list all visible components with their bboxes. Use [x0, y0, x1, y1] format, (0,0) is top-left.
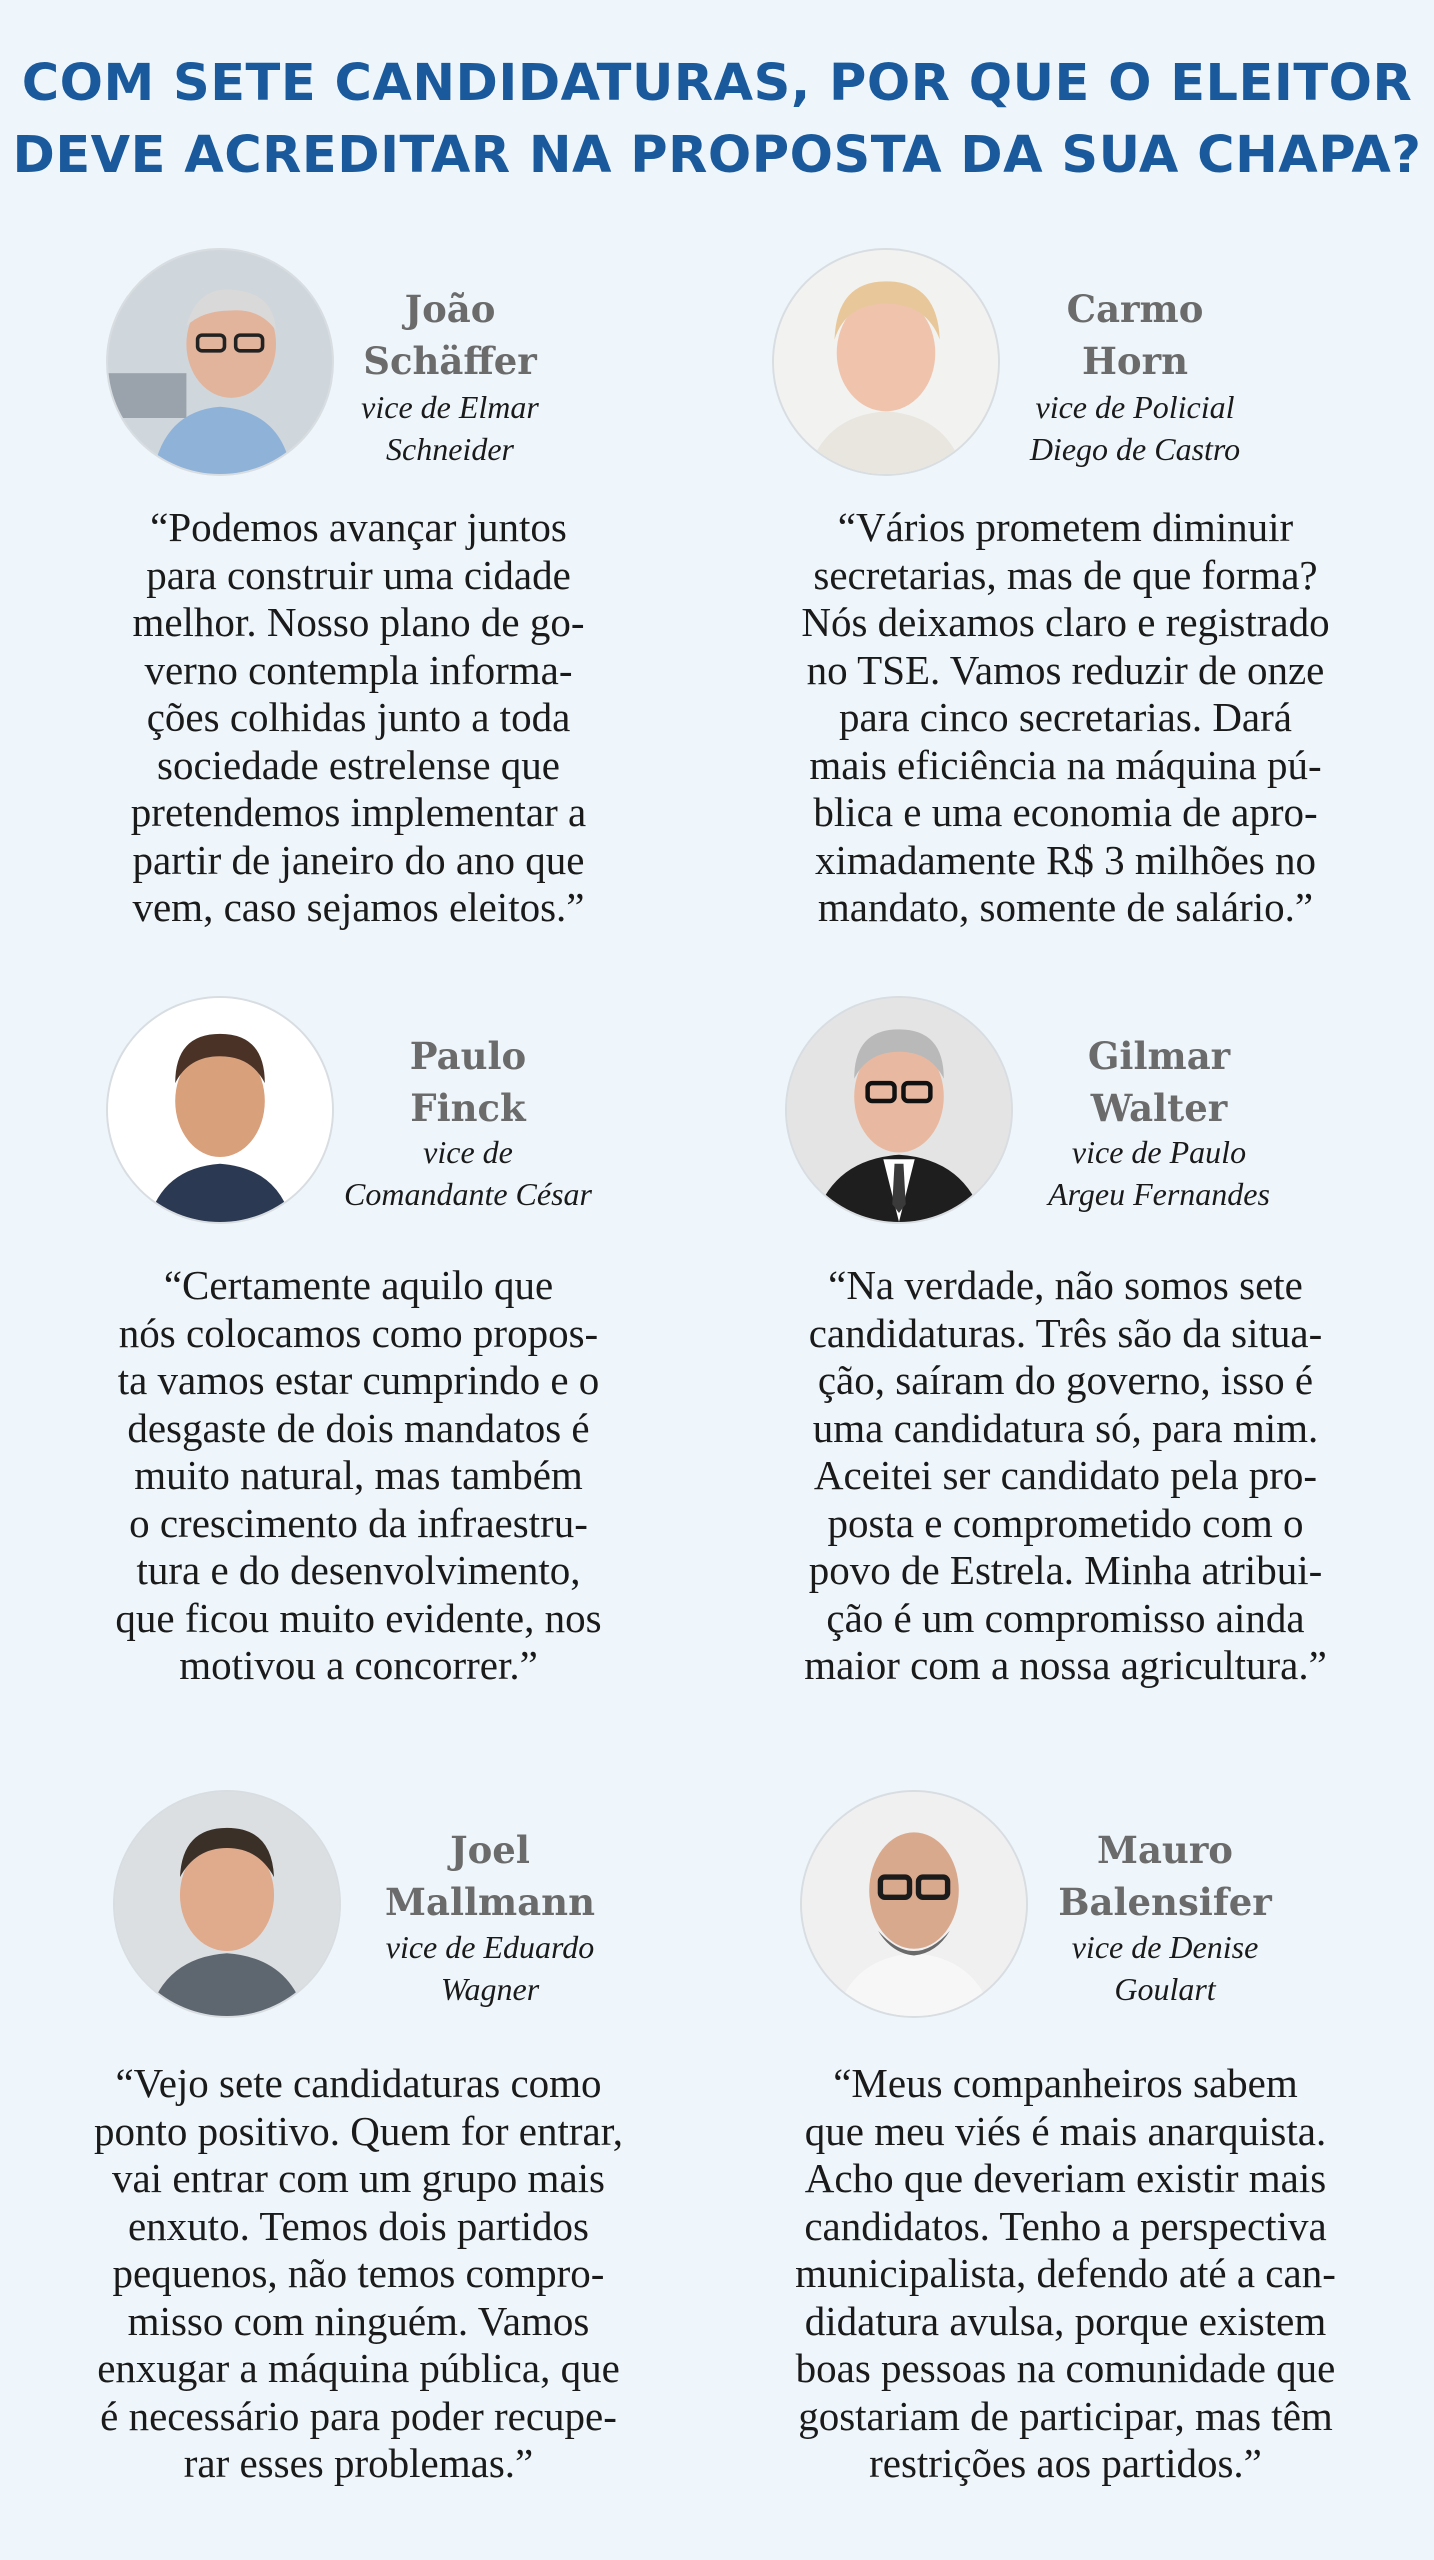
candidate-role: vice de Comandante César [344, 1134, 592, 1212]
candidate-photo [108, 250, 332, 474]
headline [0, 48, 1434, 192]
candidate-name: Mauro Balensifer [1058, 1828, 1272, 1924]
candidate-quote: “Certamente aquilo que nós colocamos como propos- ta vamos estar cumprindo e o desgaste de dois mandatos é muito natural, mas também o crescimento da infraestru- tura e do desenvolvimento, que ficou muito evidente, nos motivou a concorrer.” [115, 1262, 602, 1688]
candidate-quote: “Na verdade, não somos sete candidaturas. Três são da situa- ção, saíram do governo, isso é uma candidatura só, para mim. Aceitei ser candidato pela pro- posta e comprometido com o povo de Estrela. Minha atribui- ção é um compromisso ainda maior com a nossa agricultura.” [804, 1262, 1327, 1688]
candidate-card-carmo-horn [717, 250, 1434, 950]
candidate-photo [787, 998, 1011, 1222]
candidate-name: Carmo Horn [1066, 287, 1204, 383]
portrait-icon [787, 998, 1011, 1222]
candidate-card-gilmar-walter [717, 998, 1434, 1718]
candidate-name: Gilmar Walter [1087, 1034, 1231, 1130]
candidate-name: Joel Mallmann [385, 1828, 595, 1924]
portrait-icon [108, 998, 332, 1222]
candidate-card-paulo-finck [0, 998, 717, 1718]
candidate-card-joel-mallmann [0, 1792, 717, 2512]
candidate-role: vice de Elmar Schneider [361, 389, 539, 467]
candidate-photo [108, 998, 332, 1222]
candidate-role: vice de Paulo Argeu Fernandes [1048, 1134, 1270, 1212]
candidate-quote: “Vários prometem diminuir secretarias, mas de que forma? Nós deixamos claro e registrado no TSE. Vamos reduzir de onze para cinco secretarias. Dará mais eficiência na máquina pú- blica e uma economia de apro- ximadamente R$ 3 milhões no mandato, somente de salário.” [801, 504, 1330, 930]
headline-line-2: DEVE ACREDITAR NA PROPOSTA DA SUA CHAPA? [12, 126, 1422, 185]
candidate-quote: “Podemos avançar juntos para construir uma cidade melhor. Nosso plano de go- verno contempla informa- ções colhidas junto a toda sociedade estrelense que pretendemos implementar a partir de janeiro do ano que vem, caso sejamos eleitos.” [130, 504, 587, 930]
candidate-card-mauro-balensifer [717, 1792, 1434, 2512]
candidate-quote: “Vejo sete candidaturas como ponto positivo. Quem for entrar, vai entrar com um grupo mais enxuto. Temos dois partidos pequenos, não temos compro- misso com ninguém. Vamos enxugar a máquina pública, que é necessário para poder recupe- rar esses problemas.” [94, 2060, 623, 2486]
candidate-quote: “Meus companheiros sabem que meu viés é mais anarquista. Acho que deveriam existir mais candidatos. Tenho a perspectiva municipalista, defendo até a can- didatura avulsa, porque existem boas pessoas na comunidade que gostariam de participar, mas têm restrições aos partidos.” [795, 2060, 1336, 2486]
candidate-role: vice de Denise Goulart [1071, 1929, 1259, 2007]
candidate-role: vice de Policial Diego de Castro [1029, 389, 1241, 467]
candidate-role: vice de Eduardo Wagner [385, 1929, 595, 2007]
portrait-icon [108, 250, 332, 474]
portrait-icon [774, 250, 998, 474]
portrait-icon [115, 1792, 339, 2016]
candidate-name: João Schäffer [363, 287, 537, 383]
portrait-icon [802, 1792, 1026, 2016]
headline-line-1: COM SETE CANDIDATURAS, POR QUE O ELEITOR [21, 54, 1413, 113]
candidate-card-joao-schaffer [0, 250, 717, 950]
candidate-name: Paulo Finck [409, 1034, 527, 1130]
candidate-photo [115, 1792, 339, 2016]
candidate-photo [774, 250, 998, 474]
candidate-photo [802, 1792, 1026, 2016]
